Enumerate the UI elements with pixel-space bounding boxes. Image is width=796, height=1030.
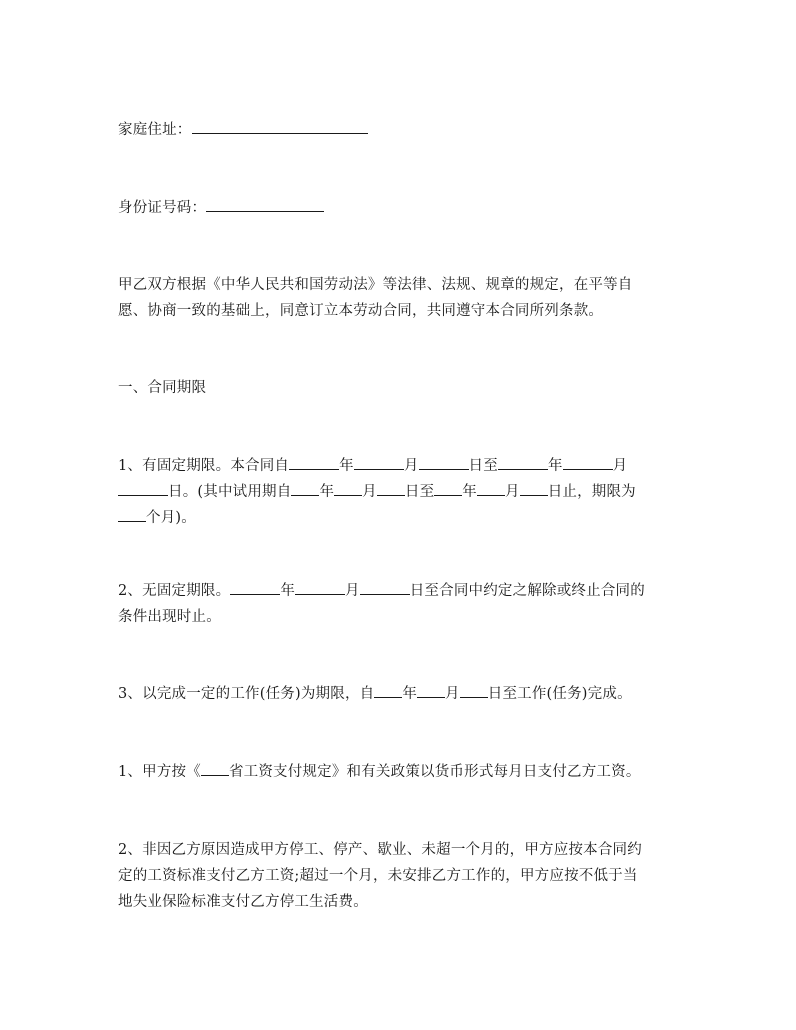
start-month-blank[interactable] <box>354 454 404 470</box>
trial-end-month-blank[interactable] <box>477 480 505 496</box>
province-blank[interactable] <box>201 760 229 776</box>
clause-open-term: 2、无固定期限。 年 月 日至合同中约定之解除或终止合同的 条件出现时止。 <box>118 578 690 630</box>
end-day-blank[interactable] <box>118 480 168 496</box>
open-day-blank[interactable] <box>360 579 410 595</box>
trial-start-day-blank[interactable] <box>377 480 405 496</box>
intro-line-1: 甲乙双方根据《中华人民共和国劳动法》等法律、法规、规章的规定，在平等自 <box>118 277 633 293</box>
clause-fixed-term: 1、有固定期限。本合同自 年 月 日至 年 月 日。(其中试用期自 年 月 日至 年 月 日止，期限为 个月)。 <box>118 453 690 531</box>
end-month-blank[interactable] <box>563 454 613 470</box>
trial-end-year-blank[interactable] <box>434 480 462 496</box>
task-month-blank[interactable] <box>417 682 445 698</box>
home-address-field <box>118 117 690 143</box>
task-day-blank[interactable] <box>460 682 488 698</box>
end-year-blank[interactable] <box>498 454 548 470</box>
trial-start-month-blank[interactable] <box>334 480 362 496</box>
home-address-blank[interactable] <box>192 118 368 134</box>
start-year-blank[interactable] <box>289 454 339 470</box>
trial-months-blank[interactable] <box>118 506 146 522</box>
clause-task-term: 3、以完成一定的工作(任务)为期限，自 年 月 日至工作(任务)完成。 <box>118 681 690 707</box>
id-number-blank[interactable] <box>206 196 324 212</box>
id-number-label: 身份证号码： <box>118 200 207 216</box>
task-year-blank[interactable] <box>374 682 402 698</box>
trial-end-day-blank[interactable] <box>520 480 548 496</box>
clause-work-stoppage: 2、非因乙方原因造成甲方停工、停产、歇业、未超一个月的，甲方应按本合同约 定的工资标准支付乙方工资;超过一个月，未安排乙方工作的，甲方应按不低于当 地失业保险标准支付乙方停工生活费。 <box>118 842 642 910</box>
section-heading-contract-term: 一、合同期限 <box>118 380 207 396</box>
open-month-blank[interactable] <box>295 579 345 595</box>
intro-line-2: 愿、协商一致的基础上，同意订立本劳动合同，共同遵守本合同所列条款。 <box>118 303 604 319</box>
intro-paragraph <box>118 272 690 324</box>
home-address-label: 家庭住址： <box>118 122 192 138</box>
trial-start-year-blank[interactable] <box>291 480 319 496</box>
clause-wage-payment: 1、甲方按《 省工资支付规定》和有关政策以货币形式每月日支付乙方工资。 <box>118 759 690 785</box>
id-number-field <box>118 195 690 221</box>
open-year-blank[interactable] <box>230 579 280 595</box>
start-day-blank[interactable] <box>419 454 469 470</box>
